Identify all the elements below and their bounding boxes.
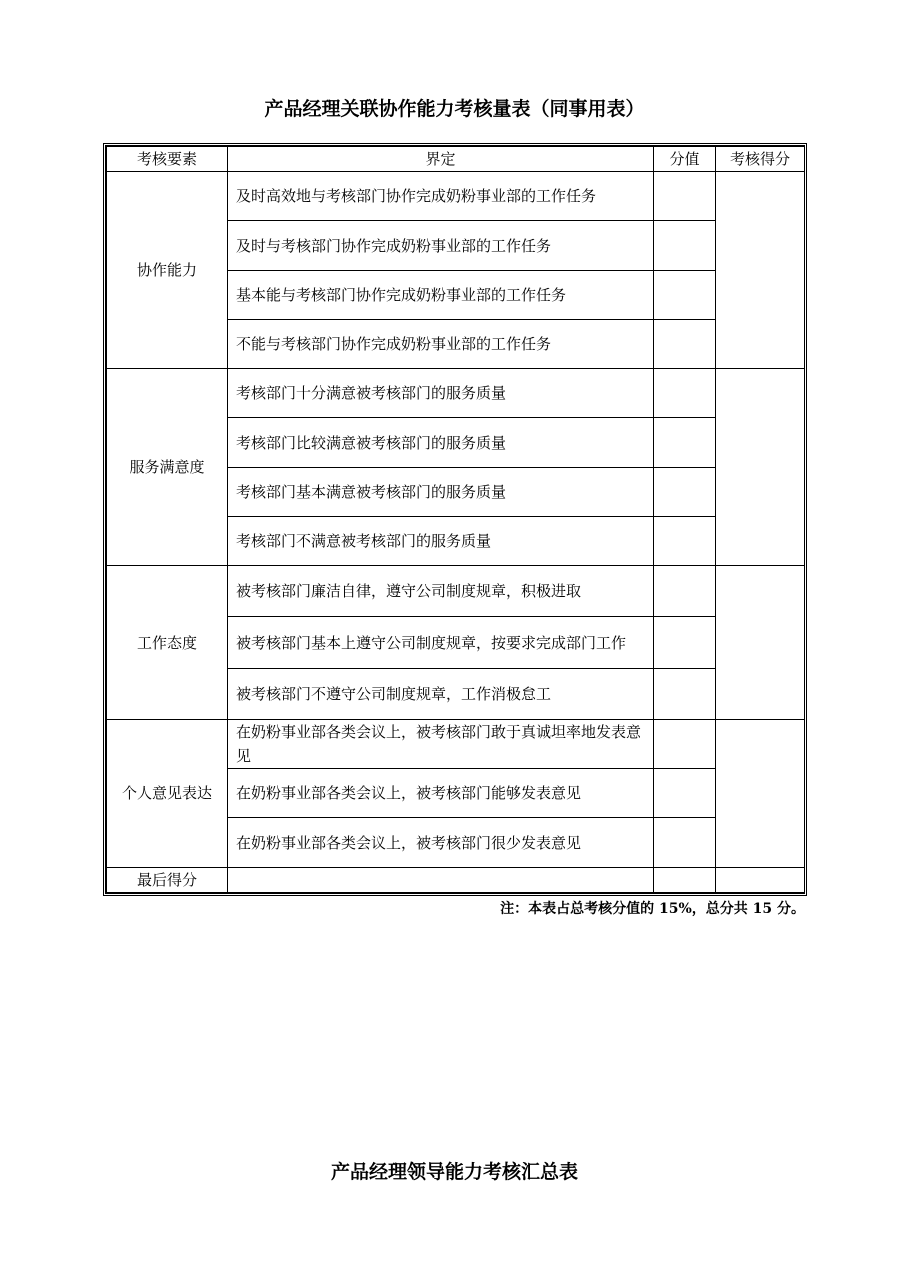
element-cell: 工作态度 — [107, 566, 228, 720]
final-score-points[interactable] — [654, 867, 716, 892]
points-cell[interactable] — [654, 319, 716, 368]
score-cell[interactable] — [716, 369, 805, 566]
header-points: 分值 — [654, 147, 716, 172]
points-cell[interactable] — [654, 818, 716, 867]
points-cell[interactable] — [654, 617, 716, 668]
table-note: 注：本表占总考核分值的 15%，总分共 15 分。 — [500, 901, 805, 917]
page-title: 产品经理关联协作能力考核量表（同事用表） — [264, 98, 645, 120]
element-cell: 个人意见表达 — [107, 719, 228, 867]
element-cell: 协作能力 — [107, 172, 228, 369]
table-row — [107, 369, 805, 418]
points-cell[interactable] — [654, 516, 716, 565]
points-cell[interactable] — [654, 719, 716, 768]
score-cell[interactable] — [716, 719, 805, 867]
definition-cell: 及时高效地与考核部门协作完成奶粉事业部的工作任务 — [228, 172, 654, 221]
definition-cell: 考核部门十分满意被考核部门的服务质量 — [228, 369, 654, 418]
next-section-title: 产品经理领导能力考核汇总表 — [330, 1161, 578, 1183]
definition-cell: 考核部门比较满意被考核部门的服务质量 — [228, 418, 654, 467]
definition-cell: 不能与考核部门协作完成奶粉事业部的工作任务 — [228, 319, 654, 368]
definition-cell: 在奶粉事业部各类会议上，被考核部门能够发表意见 — [228, 769, 654, 818]
definition-cell: 被考核部门基本上遵守公司制度规章，按要求完成部门工作 — [228, 617, 654, 668]
points-cell[interactable] — [654, 566, 716, 617]
definition-cell: 在奶粉事业部各类会议上，被考核部门很少发表意见 — [228, 818, 654, 867]
table-row — [107, 172, 805, 221]
points-cell[interactable] — [654, 369, 716, 418]
score-cell[interactable] — [716, 172, 805, 369]
score-cell[interactable] — [716, 566, 805, 720]
header-element: 考核要素 — [107, 147, 228, 172]
element-cell: 服务满意度 — [107, 369, 228, 566]
points-cell[interactable] — [654, 221, 716, 270]
table-row — [107, 566, 805, 617]
assessment-table — [106, 146, 805, 893]
header-definition: 界定 — [228, 147, 654, 172]
final-score-row — [107, 867, 805, 892]
assessment-table-frame — [103, 143, 807, 896]
header-score: 考核得分 — [716, 147, 805, 172]
points-cell[interactable] — [654, 418, 716, 467]
points-cell[interactable] — [654, 668, 716, 719]
points-cell[interactable] — [654, 172, 716, 221]
table-header-row — [107, 147, 805, 172]
points-cell[interactable] — [654, 270, 716, 319]
final-score-value[interactable] — [716, 867, 805, 892]
table-row — [107, 719, 805, 768]
final-score-definition[interactable] — [228, 867, 654, 892]
definition-cell: 及时与考核部门协作完成奶粉事业部的工作任务 — [228, 221, 654, 270]
points-cell[interactable] — [654, 467, 716, 516]
definition-cell: 基本能与考核部门协作完成奶粉事业部的工作任务 — [228, 270, 654, 319]
definition-cell: 考核部门基本满意被考核部门的服务质量 — [228, 467, 654, 516]
definition-cell: 被考核部门廉洁自律，遵守公司制度规章，积极进取 — [228, 566, 654, 617]
points-cell[interactable] — [654, 769, 716, 818]
final-score-label: 最后得分 — [107, 867, 228, 892]
definition-cell: 考核部门不满意被考核部门的服务质量 — [228, 516, 654, 565]
definition-cell: 被考核部门不遵守公司制度规章，工作消极怠工 — [228, 668, 654, 719]
definition-cell: 在奶粉事业部各类会议上，被考核部门敢于真诚坦率地发表意见 — [228, 719, 654, 768]
